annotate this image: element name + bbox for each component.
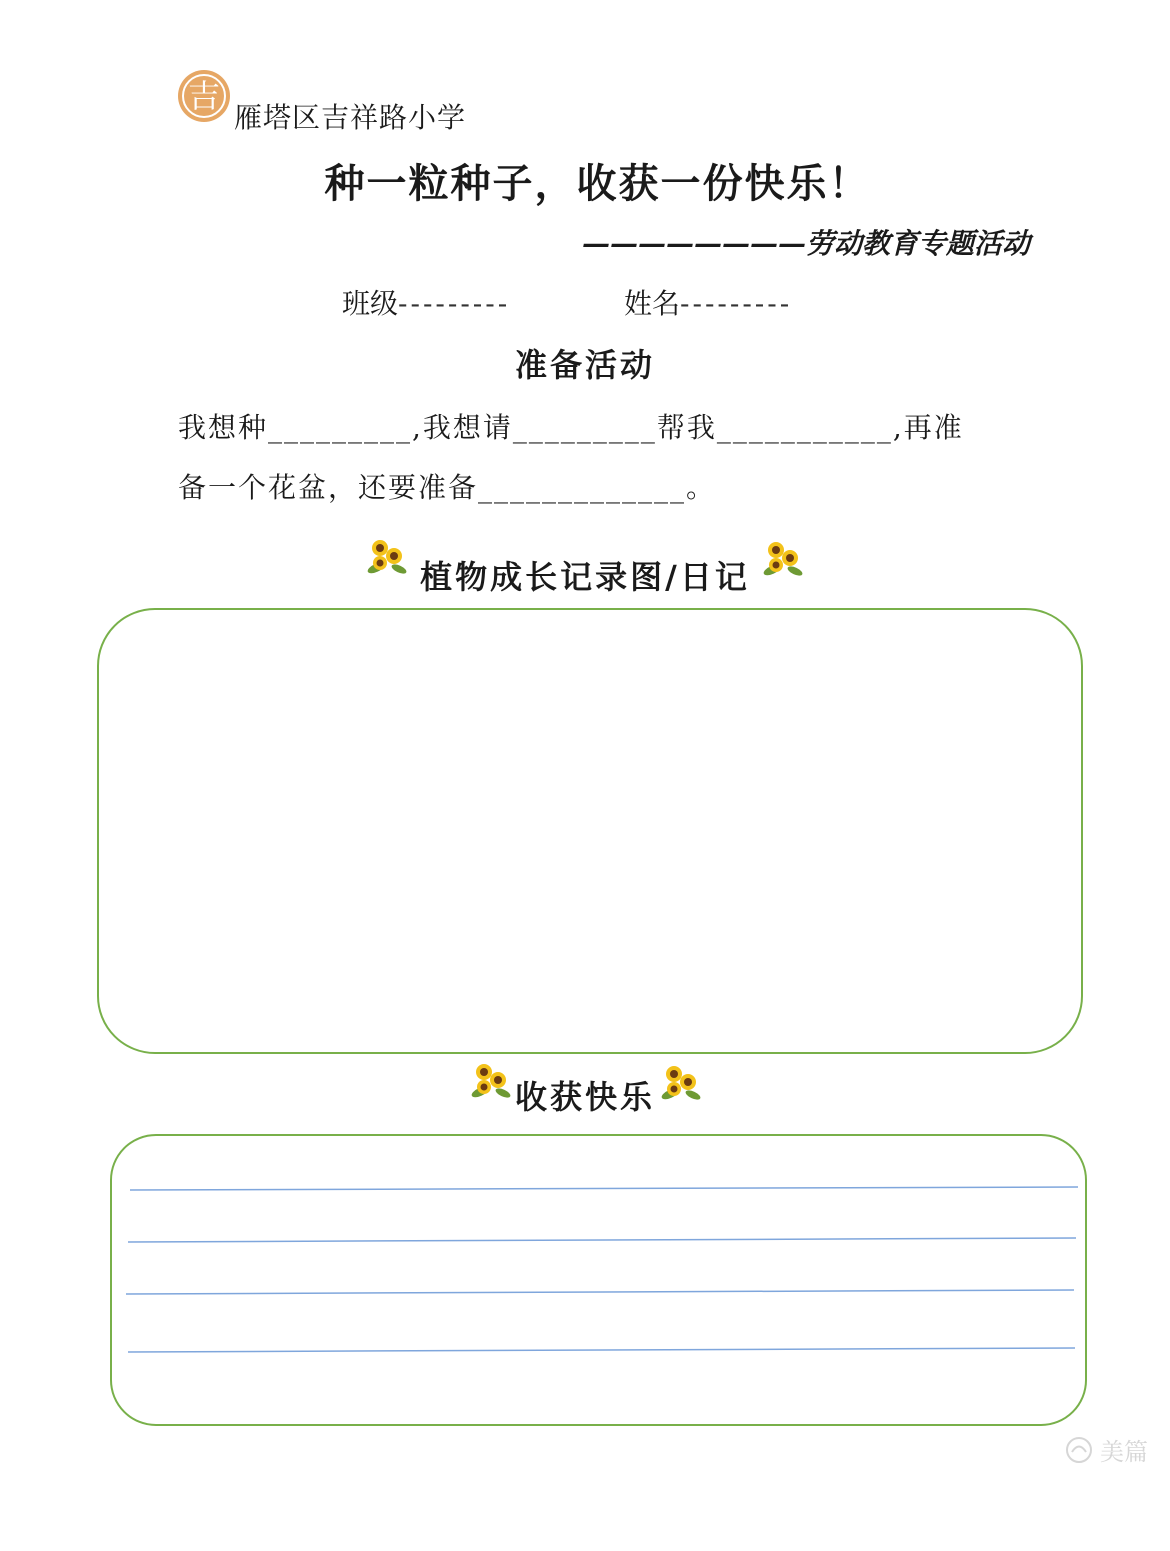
ruled-line: [130, 1187, 1078, 1190]
harvest-heading: 收获快乐: [514, 1078, 655, 1116]
ruled-line: [126, 1290, 1074, 1294]
class-label: 班级: [342, 287, 399, 320]
watermark: [1064, 1432, 1148, 1467]
school-name: 雁塔区吉祥路小学: [234, 101, 467, 134]
watermark-text: 美篇: [1100, 1438, 1148, 1466]
name-label: 姓名: [624, 287, 681, 320]
meipian-logo-icon: [1064, 1435, 1094, 1465]
name-blank[interactable]: ---------: [680, 287, 793, 320]
prepare-heading: 准备活动: [514, 346, 655, 384]
prepare-line-1[interactable]: 我想种_________,我想请_________帮我___________,再准: [178, 411, 964, 444]
svg-text:吉: 吉: [187, 77, 221, 115]
ruled-line: [128, 1238, 1076, 1242]
ruled-line: [128, 1348, 1075, 1352]
prepare-line-2[interactable]: 备一个花盆，还要准备_____________。: [178, 471, 717, 504]
page-title: 种一粒种子，收获一份快乐！: [324, 160, 871, 207]
class-blank[interactable]: ---------: [398, 287, 511, 320]
page-subtitle: ————————劳动教育专题活动: [582, 227, 1031, 260]
record-heading: 植物成长记录图/日记: [420, 558, 750, 596]
